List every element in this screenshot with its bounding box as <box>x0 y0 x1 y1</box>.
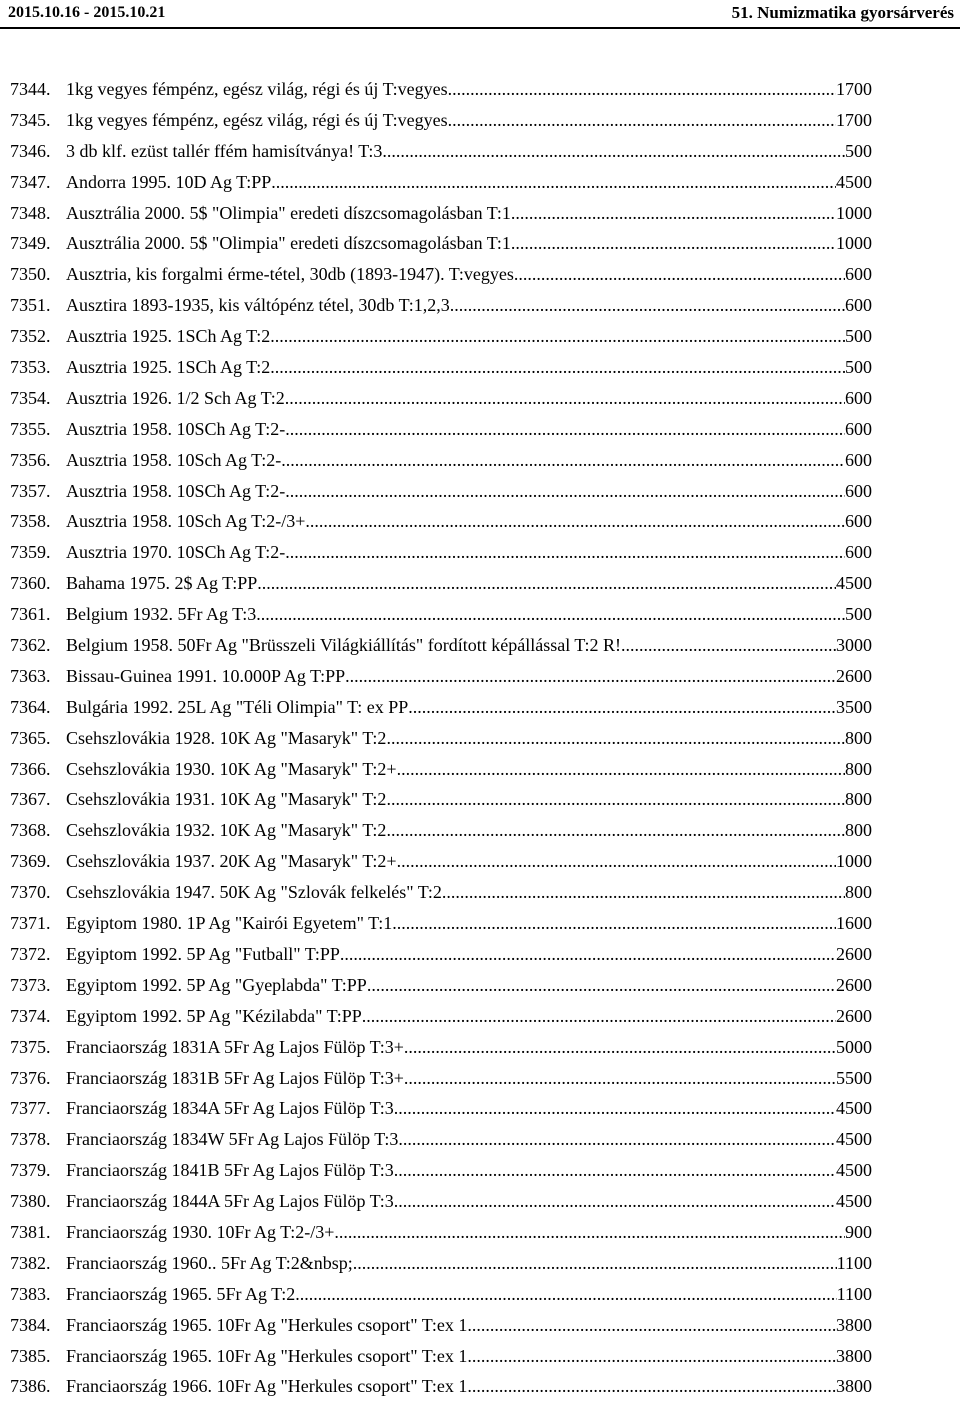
lot-description: Ausztria 1958. 10SCh Ag T:2- <box>66 480 286 501</box>
lot-number: 7363. <box>10 665 51 686</box>
lot-price: 800 <box>845 758 872 779</box>
dot-leader <box>285 414 845 444</box>
lot-entry <box>66 908 872 938</box>
lot-row <box>0 383 960 414</box>
dot-leader <box>404 1032 836 1062</box>
lot-entry <box>66 970 872 1000</box>
lot-number: 7366. <box>10 758 51 779</box>
dot-leader <box>305 506 845 536</box>
lot-entry <box>66 599 872 629</box>
lot-entry <box>66 846 872 876</box>
lot-entry <box>66 1032 872 1062</box>
dot-leader <box>448 74 836 104</box>
lot-price: 1100 <box>836 1283 872 1304</box>
lot-entry <box>66 1248 872 1278</box>
lot-row <box>0 290 960 321</box>
dot-leader <box>467 1310 836 1340</box>
lot-price: 1100 <box>836 1252 872 1273</box>
dot-leader <box>386 723 845 753</box>
dot-leader <box>404 1063 836 1093</box>
lot-entry <box>66 754 872 784</box>
lot-price: 2600 <box>836 974 872 995</box>
lot-entry <box>66 445 872 475</box>
lot-entry <box>66 1155 872 1185</box>
dot-leader <box>386 815 845 845</box>
page-header <box>0 0 960 30</box>
dot-leader <box>448 105 836 135</box>
dot-leader <box>353 1248 837 1278</box>
dot-leader <box>256 599 845 629</box>
lot-price: 1000 <box>836 202 872 223</box>
header-rule <box>0 27 960 29</box>
lot-price: 1700 <box>836 109 872 130</box>
lot-price: 800 <box>845 820 872 841</box>
date-range: 2015.10.16 - 2015.10.21 <box>8 4 166 21</box>
lot-description: Ausztria 1925. 1SCh Ag T:2 <box>66 326 271 347</box>
lot-description: Ausztria 1970. 10SCh Ag T:2- <box>66 542 286 563</box>
dot-leader <box>271 167 836 197</box>
lot-number: 7365. <box>10 727 51 748</box>
lot-description: Ausztria 1958. 10Sch Ag T:2- <box>66 449 282 470</box>
dot-leader <box>397 754 845 784</box>
lot-price: 5000 <box>836 1036 872 1057</box>
lot-description: Franciaország 1960.. 5Fr Ag T:2&nbsp; <box>66 1252 353 1273</box>
lot-number: 7371. <box>10 913 51 934</box>
lot-description: Franciaország 1831B 5Fr Ag Lajos Fülöp T:3+ <box>66 1067 404 1088</box>
lot-row <box>0 939 960 970</box>
lot-price: 600 <box>845 264 872 285</box>
dot-leader <box>362 1001 836 1031</box>
lot-row <box>0 877 960 908</box>
lot-number: 7376. <box>10 1067 51 1088</box>
lot-description: Csehszlovákia 1930. 10K Ag "Masaryk" T:2+ <box>66 758 397 779</box>
lot-number: 7345. <box>10 109 51 130</box>
dot-leader <box>398 1124 836 1154</box>
lot-row <box>0 198 960 229</box>
lot-row <box>0 537 960 568</box>
lot-row <box>0 692 960 723</box>
lot-price: 4500 <box>836 1160 872 1181</box>
lot-row <box>0 970 960 1001</box>
lot-description: Ausztria 1926. 1/2 Sch Ag T:2 <box>66 387 285 408</box>
lot-entry <box>66 136 872 166</box>
lot-row <box>0 1186 960 1217</box>
dot-leader <box>281 445 845 475</box>
lot-description: Egyiptom 1992. 5P Ag "Gyeplabda" T:PP <box>66 974 367 995</box>
lot-number: 7375. <box>10 1036 51 1057</box>
lot-number: 7360. <box>10 573 51 594</box>
lot-row <box>0 506 960 537</box>
lot-price: 3800 <box>836 1314 872 1335</box>
lot-number: 7355. <box>10 418 51 439</box>
lot-number: 7353. <box>10 357 51 378</box>
lot-description: Egyiptom 1992. 5P Ag "Futball" T:PP <box>66 943 340 964</box>
lot-entry <box>66 1341 872 1371</box>
dot-leader <box>270 352 845 382</box>
lot-row <box>0 136 960 167</box>
lot-entry <box>66 537 872 567</box>
lot-entry <box>66 321 872 351</box>
dot-leader <box>285 476 845 506</box>
lot-row <box>0 599 960 630</box>
dot-leader <box>367 970 836 1000</box>
lot-number: 7380. <box>10 1191 51 1212</box>
lot-price: 4500 <box>836 171 872 192</box>
lot-price: 1000 <box>836 851 872 872</box>
lot-number: 7347. <box>10 171 51 192</box>
lot-description: Franciaország 1966. 10Fr Ag "Herkules csoport" T:ex 1 <box>66 1376 468 1397</box>
lot-description: 3 db klf. ezüst tallér ffém hamisítványa! T:3 <box>66 140 383 161</box>
dot-leader <box>340 939 836 969</box>
lot-entry <box>66 74 872 104</box>
lot-row <box>0 74 960 105</box>
lot-number: 7361. <box>10 604 51 625</box>
lot-entry <box>66 506 872 536</box>
dot-leader <box>467 1371 836 1401</box>
lot-description: Ausztira 1893-1935, kis váltópénz tétel, 30db T:1,2,3 <box>66 295 450 316</box>
lot-entry <box>66 1001 872 1031</box>
lot-number: 7358. <box>10 511 51 532</box>
dot-leader <box>394 1186 836 1216</box>
lot-description: Franciaország 1834A 5Fr Ag Lajos Fülöp T:3 <box>66 1098 394 1119</box>
lot-entry <box>66 723 872 753</box>
dot-leader <box>285 383 845 413</box>
lot-entry <box>66 352 872 382</box>
lot-entry <box>66 568 872 598</box>
lot-entry <box>66 228 872 258</box>
dot-leader <box>257 568 836 598</box>
lot-price: 4500 <box>836 1191 872 1212</box>
lot-entry <box>66 877 872 907</box>
lot-number: 7381. <box>10 1221 51 1242</box>
lot-price: 3500 <box>836 696 872 717</box>
lot-description: Csehszlovákia 1928. 10K Ag "Masaryk" T:2 <box>66 727 387 748</box>
lot-description: Ausztria, kis forgalmi érme-tétel, 30db (1893-1947). T:vegyes <box>66 264 514 285</box>
lot-row <box>0 1124 960 1155</box>
lot-price: 600 <box>845 511 872 532</box>
lot-entry <box>66 167 872 197</box>
lot-description: Franciaország 1831A 5Fr Ag Lajos Fülöp T:3+ <box>66 1036 404 1057</box>
lot-description: Belgium 1958. 50Fr Ag "Brüsszeli Világkiállítás" fordított képállással T:2 R! <box>66 635 622 656</box>
lot-description: Bahama 1975. 2$ Ag T:PP <box>66 573 258 594</box>
lot-number: 7377. <box>10 1098 51 1119</box>
lot-entry <box>66 383 872 413</box>
dot-leader <box>382 136 845 166</box>
lot-row <box>0 1032 960 1063</box>
lot-row <box>0 1341 960 1372</box>
catalog-title: 51. Numizmatika gyorsárverés <box>731 3 954 22</box>
lot-price: 3800 <box>836 1376 872 1397</box>
lot-price: 600 <box>845 387 872 408</box>
dot-leader <box>345 661 836 691</box>
lot-row <box>0 754 960 785</box>
lot-row <box>0 908 960 939</box>
dot-leader <box>334 1217 845 1247</box>
lot-number: 7364. <box>10 696 51 717</box>
lot-price: 1600 <box>836 913 872 934</box>
lot-number: 7372. <box>10 943 51 964</box>
lot-entry <box>66 198 872 228</box>
lot-number: 7350. <box>10 264 51 285</box>
lot-entry <box>66 1124 872 1154</box>
lot-row <box>0 414 960 445</box>
lot-row <box>0 445 960 476</box>
lot-list <box>0 74 960 1402</box>
lot-price: 600 <box>845 295 872 316</box>
lot-description: Franciaország 1965. 10Fr Ag "Herkules csoport" T:ex 1 <box>66 1314 468 1335</box>
lot-number: 7385. <box>10 1345 51 1366</box>
lot-row <box>0 1248 960 1279</box>
lot-price: 600 <box>845 418 872 439</box>
lot-number: 7378. <box>10 1129 51 1150</box>
lot-entry <box>66 784 872 814</box>
lot-entry <box>66 1093 872 1123</box>
lot-price: 2600 <box>836 943 872 964</box>
lot-entry <box>66 1371 872 1401</box>
lot-description: Ausztria 1958. 10SCh Ag T:2- <box>66 418 286 439</box>
lot-number: 7344. <box>10 79 51 99</box>
lot-number: 7373. <box>10 974 51 995</box>
lot-number: 7386. <box>10 1376 51 1397</box>
lot-entry <box>66 1217 872 1247</box>
lot-price: 600 <box>845 480 872 501</box>
lot-price: 500 <box>845 326 872 347</box>
lot-description: Franciaország 1844A 5Fr Ag Lajos Fülöp T:3 <box>66 1191 394 1212</box>
lot-description: Ausztria 1958. 10Sch Ag T:2-/3+ <box>66 511 306 532</box>
dot-leader <box>621 630 836 660</box>
dot-leader <box>467 1341 836 1371</box>
lot-entry <box>66 815 872 845</box>
lot-price: 500 <box>845 357 872 378</box>
lot-description: Egyiptom 1980. 1P Ag "Kairói Egyetem" T:1 <box>66 913 393 934</box>
lot-number: 7349. <box>10 233 51 254</box>
lot-entry <box>66 1186 872 1216</box>
lot-description: Csehszlovákia 1937. 20K Ag "Masaryk" T:2+ <box>66 851 397 872</box>
lot-number: 7374. <box>10 1005 51 1026</box>
lot-description: Franciaország 1965. 10Fr Ag "Herkules csoport" T:ex 1 <box>66 1345 468 1366</box>
lot-price: 4500 <box>836 573 872 594</box>
lot-price: 2600 <box>836 665 872 686</box>
lot-entry <box>66 476 872 506</box>
lot-number: 7354. <box>10 387 51 408</box>
lot-row <box>0 1217 960 1248</box>
lot-description: 1kg vegyes fémpénz, egész világ, régi és új T:vegyes <box>66 79 448 99</box>
lot-description: Egyiptom 1992. 5P Ag "Kézilabda" T:PP <box>66 1005 362 1026</box>
lot-description: Franciaország 1965. 5Fr Ag T:2 <box>66 1283 296 1304</box>
lot-number: 7369. <box>10 851 51 872</box>
dot-leader <box>514 259 845 289</box>
lot-number: 7384. <box>10 1314 51 1335</box>
lot-price: 500 <box>845 604 872 625</box>
lot-number: 7351. <box>10 295 51 316</box>
lot-row <box>0 568 960 599</box>
lot-price: 600 <box>845 542 872 563</box>
lot-description: Franciaország 1841B 5Fr Ag Lajos Fülöp T:3 <box>66 1160 394 1181</box>
lot-number: 7370. <box>10 882 51 903</box>
lot-description: Csehszlovákia 1931. 10K Ag "Masaryk" T:2 <box>66 789 387 810</box>
lot-number: 7379. <box>10 1160 51 1181</box>
lot-entry <box>66 630 872 660</box>
lot-price: 500 <box>845 140 872 161</box>
lot-number: 7352. <box>10 326 51 347</box>
lot-price: 800 <box>845 882 872 903</box>
lot-description: Bulgária 1992. 25L Ag "Téli Olimpia" T: ex PP <box>66 696 409 717</box>
lot-row <box>0 1279 960 1310</box>
lot-description: Ausztrália 2000. 5$ "Olimpia" eredeti díszcsomagolásban T:1 <box>66 233 511 254</box>
dot-leader <box>270 321 845 351</box>
dot-leader <box>450 290 845 320</box>
lot-row <box>0 815 960 846</box>
lot-number: 7383. <box>10 1283 51 1304</box>
lot-number: 7357. <box>10 480 51 501</box>
lot-price: 800 <box>845 789 872 810</box>
lot-description: Ausztrália 2000. 5$ "Olimpia" eredeti díszcsomagolásban T:1 <box>66 202 511 223</box>
lot-entry <box>66 414 872 444</box>
lot-entry <box>66 105 872 135</box>
lot-entry <box>66 1310 872 1340</box>
lot-row <box>0 661 960 692</box>
lot-description: Belgium 1932. 5Fr Ag T:3 <box>66 604 257 625</box>
lot-number: 7382. <box>10 1252 51 1273</box>
lot-price: 1000 <box>836 233 872 254</box>
lot-price: 2600 <box>836 1005 872 1026</box>
lot-entry <box>66 692 872 722</box>
lot-description: Csehszlovákia 1947. 50K Ag "Szlovák felkelés" T:2 <box>66 882 442 903</box>
lot-price: 600 <box>845 449 872 470</box>
lot-entry <box>66 661 872 691</box>
lot-row <box>0 321 960 352</box>
dot-leader <box>394 1093 836 1123</box>
lot-row <box>0 259 960 290</box>
lot-row <box>0 1371 960 1402</box>
lot-description: Andorra 1995. 10D Ag T:PP <box>66 171 272 192</box>
dot-leader <box>397 846 836 876</box>
lot-price: 3000 <box>836 635 872 656</box>
lot-price: 4500 <box>836 1129 872 1150</box>
lot-number: 7368. <box>10 820 51 841</box>
dot-leader <box>386 784 845 814</box>
dot-leader <box>408 692 836 722</box>
lot-description: Ausztria 1925. 1SCh Ag T:2 <box>66 357 271 378</box>
lot-entry <box>66 259 872 289</box>
lot-entry <box>66 1279 872 1309</box>
dot-leader <box>442 877 845 907</box>
lot-number: 7367. <box>10 789 51 810</box>
lot-row <box>0 784 960 815</box>
lot-row <box>0 1063 960 1094</box>
lot-row <box>0 723 960 754</box>
dot-leader <box>392 908 836 938</box>
lot-price: 1700 <box>836 79 872 99</box>
lot-number: 7356. <box>10 449 51 470</box>
lot-description: Franciaország 1930. 10Fr Ag T:2-/3+ <box>66 1221 335 1242</box>
lot-row <box>0 228 960 259</box>
lot-price: 900 <box>845 1221 872 1242</box>
lot-row <box>0 167 960 198</box>
lot-row <box>0 846 960 877</box>
lot-number: 7348. <box>10 202 51 223</box>
dot-leader <box>394 1155 836 1185</box>
lot-price: 5500 <box>836 1067 872 1088</box>
lot-row <box>0 105 960 136</box>
lot-row <box>0 630 960 661</box>
lot-row <box>0 1310 960 1341</box>
lot-description: Csehszlovákia 1932. 10K Ag "Masaryk" T:2 <box>66 820 387 841</box>
dot-leader <box>511 228 836 258</box>
lot-row <box>0 1001 960 1032</box>
lot-description: Franciaország 1834W 5Fr Ag Lajos Fülöp T:3 <box>66 1129 399 1150</box>
lot-row <box>0 476 960 507</box>
dot-leader <box>295 1279 836 1309</box>
lot-number: 7362. <box>10 635 51 656</box>
lot-number: 7346. <box>10 140 51 161</box>
lot-price: 800 <box>845 727 872 748</box>
lot-entry <box>66 1063 872 1093</box>
lot-number: 7359. <box>10 542 51 563</box>
lot-entry <box>66 939 872 969</box>
lot-description: Bissau-Guinea 1991. 10.000P Ag T:PP <box>66 665 346 686</box>
lot-row <box>0 352 960 383</box>
lot-row <box>0 1155 960 1186</box>
lot-description: 1kg vegyes fémpénz, egész világ, régi és új T:vegyes <box>66 109 448 130</box>
lot-row <box>0 1093 960 1124</box>
lot-entry <box>66 290 872 320</box>
lot-price: 3800 <box>836 1345 872 1366</box>
lot-price: 4500 <box>836 1098 872 1119</box>
dot-leader <box>511 198 836 228</box>
dot-leader <box>285 537 845 567</box>
